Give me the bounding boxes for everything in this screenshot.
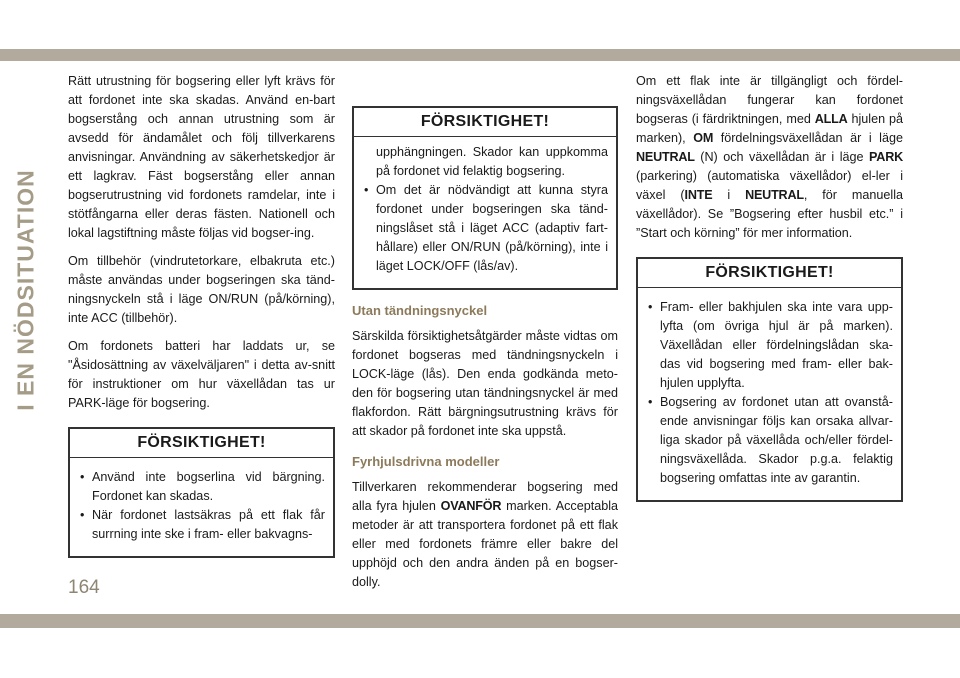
top-band — [0, 49, 960, 61]
caution-title: FÖRSIKTIGHET! — [70, 429, 333, 458]
column-3 — [636, 72, 903, 502]
caution-list — [78, 468, 325, 544]
caution-item: • Använd inte bogserlina vid bärgning. Fordonet kan skadas. — [78, 468, 325, 506]
caution-item: • Fram- eller bakhjulen ska inte vara upp-lyfta (om övriga hjul är på marken). Växellådan eller fördelningslådan ska-das vid bogsering med fram- eller bak-hjulen upplyfta. — [646, 298, 893, 393]
caution-box-1 — [68, 427, 335, 558]
caution-title: FÖRSIKTIGHET! — [354, 108, 616, 137]
bottom-band — [0, 614, 960, 628]
col2-paragraph-1: Särskilda försiktighetsåtgärder måste vidtas om fordonet bogseras med tändningsnyckeln i LOCK-läge (lås). Den enda godkända meto-den för bogsering utan tändningsnyckel är med flakfordon. Rätt bärgningsutrustning krävs för att skador på fordonet inte ska uppstå. — [352, 329, 618, 438]
col1-paragraph-1: Rätt utrustning för bogsering eller lyft krävs för att fordonet inte ska skadas. Använd en-bart bogserstång och annan utrustning som är avsedd för ändamålet och följ tillverkarens anvisningar. Användning av säkerhetskedjor är ett lagkrav. Fäst bogserstång eller annan bogserutrustning vid fordonets ramdelar, inte i stötfångarna eller deras fästen. Nationell och lokal lagstiftning måste följas vid bogser-ing. — [68, 74, 335, 240]
caution-item: • Bogsering av fordonet utan att ovanstå-ende anvisningar följs kan orsaka allvar-liga skador på växellåda och/eller fördel-ningsväxellåda. Skador p.g.a. felaktig bogsering omfattas inte av garantin. — [646, 393, 893, 488]
col3-paragraph-1: Om ett flak inte är tillgängligt och fördel-ningsväxellådan fungerar kan fordonet bogseras (i färdriktningen, med ALLA hjulen på marken), OM fördelningsväxellådan är i läge NEUTRAL (N) och växellådan är i läge PARK (parkering) (automatiska växellådor) el-ler i växel (INTE i NEUTRAL, för manuella växellådor). Se ”Bogsering efter husbil etc.” i ”Start och körning” för mer information. — [636, 74, 904, 240]
heading-no-key: Utan tändningsnyckel — [352, 303, 488, 318]
caution-item: • När fordonet lastsäkras på ett flak får surrning inte ske i fram- eller bakvagns- — [78, 506, 325, 544]
column-1 — [68, 72, 335, 558]
heading-4wd-models: Fyrhjulsdrivna modeller — [352, 454, 500, 469]
column-2 — [352, 106, 618, 601]
col1-paragraph-2: Om tillbehör (vindrutetorkare, elbakruta etc.) måste användas under bogseringen ska tänd-ningsnyckeln stå i läge ON/RUN (på/körning), inte ACC (tillbehör). — [68, 254, 335, 325]
caution-item: • Om det är nödvändigt att kunna styra fordonet under bogseringen ska tänd-ningslåset stå i läget ACC (adaptiv fart-hållare) eller ON/RUN (på/körning), inte i läget LOCK/OFF (lås/av). — [362, 181, 608, 276]
caution-title: FÖRSIKTIGHET! — [638, 259, 901, 288]
caution-list — [362, 181, 608, 276]
col2-paragraph-2: Tillverkaren rekommenderar bogsering med alla fyra hjulen OVANFÖR marken. Acceptabla metoder är att transportera fordonet på ett flak eller med fordonets främre eller bakre del upphöjd och den andra änden på en bogser-dolly. — [352, 480, 619, 589]
caution-box-2 — [352, 106, 618, 290]
page-number: 164 — [68, 577, 100, 598]
caution-box-3 — [636, 257, 903, 502]
caution-list — [646, 298, 893, 488]
col1-paragraph-3: Om fordonets batteri har laddats ur, se "Åsidosättning av växelväljaren" i detta av-snitt för instruktioner om hur växellådan tas ur PARK-läge för bogsering. — [68, 339, 335, 410]
section-side-label-text: I EN NÖDSITUATION — [12, 169, 39, 411]
caution-continuation: upphängningen. Skador kan uppkomma på fordonet vid felaktig bogsering. — [376, 145, 608, 178]
